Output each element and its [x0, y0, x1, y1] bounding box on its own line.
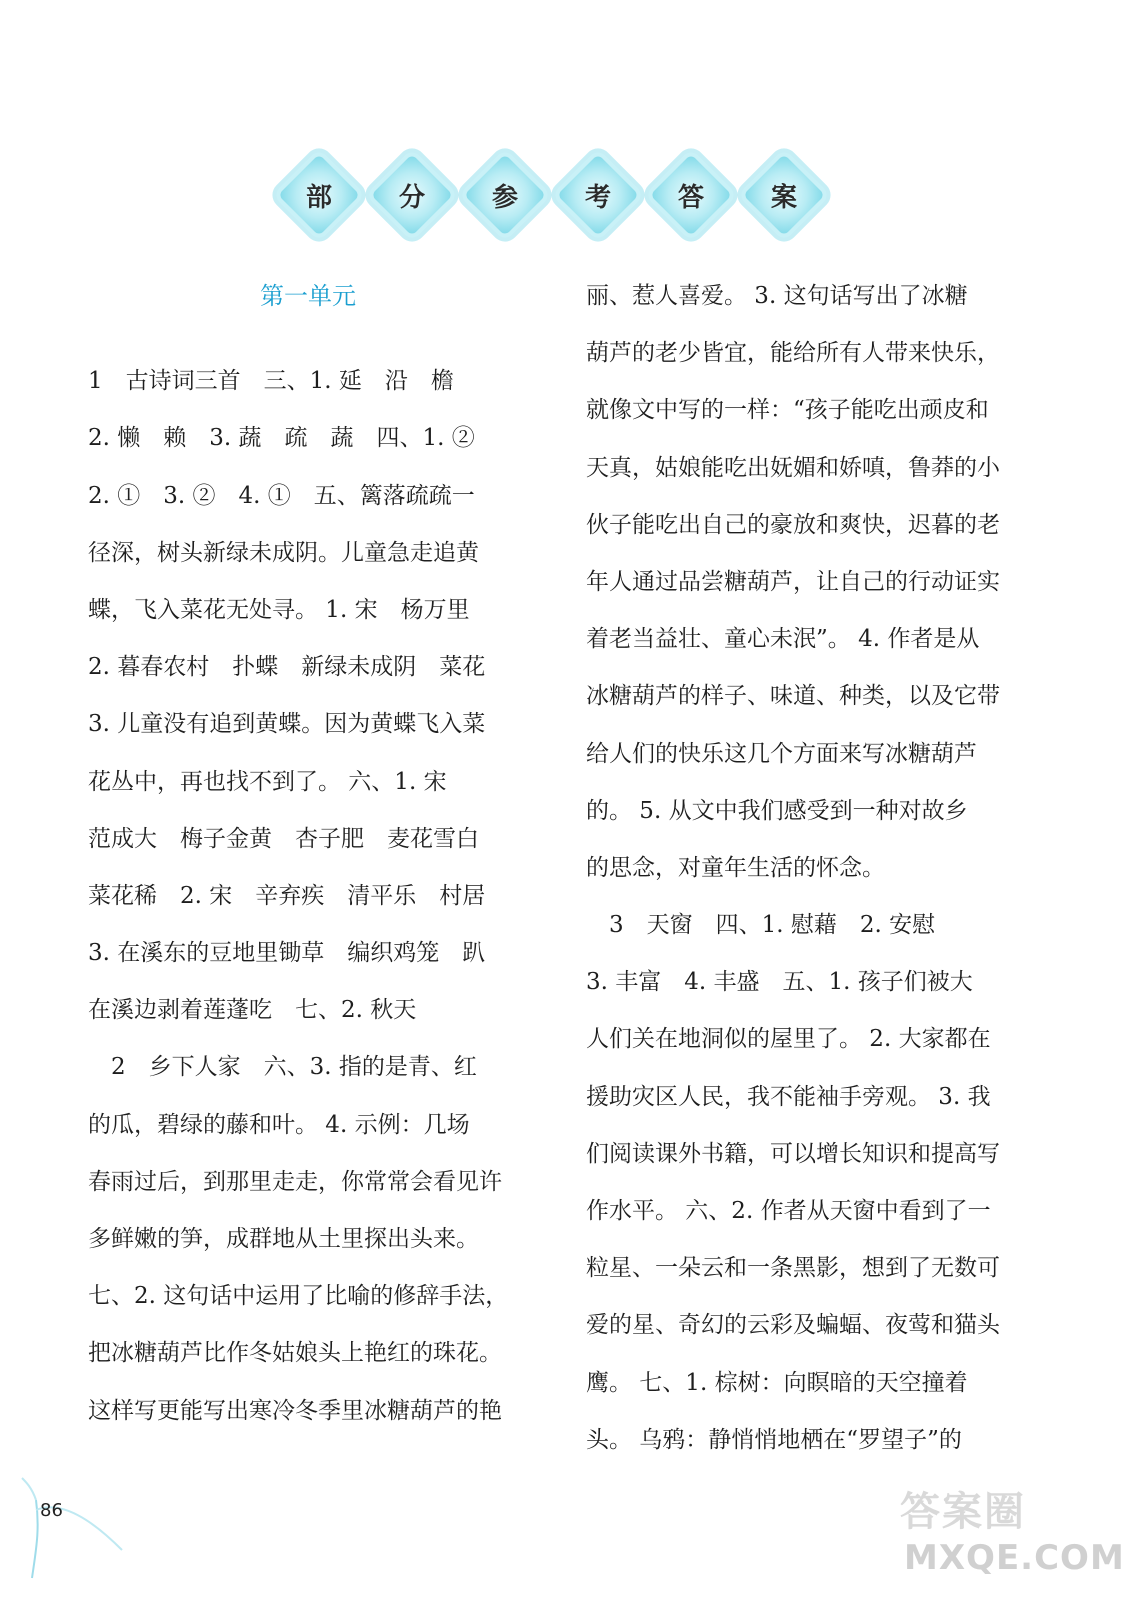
text-line: 3 天窗 四、1. 慰藉 2. 安慰 — [586, 912, 936, 939]
title-tile: 答 — [644, 148, 738, 242]
text-line: 这样写更能写出寒冷冬季里冰糖葫芦的艳 — [88, 1397, 502, 1424]
title-tile: 部 — [272, 148, 366, 242]
text-line: 七、2. 这句话中运用了比喻的修辞手法， — [88, 1283, 509, 1310]
watermark-logo-text: 答案圈 — [900, 1489, 1026, 1535]
text-line: 天真，姑娘能吃出妩媚和娇嗔，鲁莽的小 — [586, 454, 1000, 481]
page-number: 86 — [40, 1500, 63, 1521]
text-line: 蝶，飞入菜花无处寻。 1. 宋 杨万里 — [88, 596, 470, 623]
text-line: 径深，树头新绿未成阴。儿童急走追黄 — [88, 539, 479, 566]
text-line: 3. 儿童没有追到黄蝶。因为黄蝶飞入菜 — [88, 711, 486, 738]
text-line: 丽、惹人喜爱。 3. 这句话写出了冰糖 — [586, 283, 968, 309]
text-line: 春雨过后，到那里走走，你常常会看见许 — [88, 1168, 502, 1195]
text-line: 人们关在地洞似的屋里了。 2. 大家都在 — [586, 1026, 991, 1053]
title-tile: 参 — [458, 148, 552, 242]
text-line: 范成大 梅子金黄 杏子肥 麦花雪白 — [88, 825, 479, 852]
text-line: 给人们的快乐这几个方面来写冰糖葫芦 — [586, 740, 977, 767]
right-column — [586, 268, 1018, 1469]
text-line: 们阅读课外书籍，可以增长知识和提高写 — [586, 1140, 1000, 1167]
section-title — [272, 148, 832, 244]
unit-title: 第一单元 — [260, 282, 356, 310]
text-line: 花丛中，再也找不到了。 六、1. 宋 — [88, 768, 447, 795]
text-line: 年人通过品尝糖葫芦，让自己的行动证实 — [586, 568, 1000, 595]
text-line: 就像文中写的一样：“孩子能吃出顽皮和 — [586, 397, 989, 424]
text-line: 2. 懒 赖 3. 蔬 疏 蔬 四、1. ② — [88, 425, 475, 452]
text-line: 3. 丰富 4. 丰盛 五、1. 孩子们被大 — [586, 969, 973, 996]
text-line: 爱的星、奇幻的云彩及蝙蝠、夜莺和猫头 — [586, 1312, 1000, 1339]
watermark — [900, 1480, 1125, 1598]
title-tile: 分 — [365, 148, 459, 242]
text-line: 1 古诗词三首 三、1. 延 沿 檐 — [88, 368, 454, 395]
text-line: 葫芦的老少皆宜，能给所有人带来快乐， — [586, 340, 1000, 367]
text-line: 2. ① 3. ② 4. ① 五、篱落疏疏一 — [88, 482, 475, 509]
watermark-url: MXQE.COM — [904, 1538, 1125, 1578]
text-line: 冰糖葫芦的样子、味道、种类，以及它带 — [586, 683, 1000, 710]
title-tile: 案 — [737, 148, 831, 242]
text-line: 把冰糖葫芦比作冬姑娘头上艳红的珠花。 — [88, 1340, 502, 1367]
text-line: 援助灾区人民，我不能袖手旁观。 3. 我 — [586, 1083, 991, 1110]
text-line: 在溪边剥着莲蓬吃 七、2. 秋天 — [88, 997, 417, 1024]
text-line: 菜花稀 2. 宋 辛弃疾 清平乐 村居 — [88, 882, 486, 909]
text-line: 2. 暮春农村 扑蝶 新绿未成阴 菜花 — [88, 654, 486, 681]
text-line: 粒星、一朵云和一条黑影，想到了无数可 — [586, 1255, 1000, 1282]
text-line: 3. 在溪东的豆地里锄草 编织鸡笼 趴 — [88, 940, 486, 967]
text-line: 鹰。 七、1. 棕树：向瞑暗的天空撞着 — [586, 1369, 968, 1396]
text-line: 着老当益壮、童心未泯”。 4. 作者是从 — [586, 626, 980, 653]
text-line: 2 乡下人家 六、3. 指的是青、红 — [88, 1054, 477, 1081]
text-line: 伙子能吃出自己的豪放和爽快，迟暮的老 — [586, 511, 1000, 538]
text-line: 作水平。 六、2. 作者从天窗中看到了一 — [586, 1198, 991, 1224]
text-line: 的思念，对童年生活的怀念。 — [586, 854, 885, 881]
title-tile: 考 — [551, 148, 645, 242]
left-column — [88, 268, 528, 1440]
text-line: 的瓜，碧绿的藤和叶。 4. 示例：几场 — [88, 1111, 470, 1138]
sprout-decoration-icon — [22, 1470, 142, 1580]
text-line: 多鲜嫩的笋，成群地从土里探出头来。 — [88, 1226, 479, 1252]
text-line: 的。 5. 从文中我们感受到一种对故乡 — [586, 797, 968, 824]
text-line: 头。 乌鸦：静悄悄地栖在“罗望子”的 — [586, 1426, 962, 1453]
